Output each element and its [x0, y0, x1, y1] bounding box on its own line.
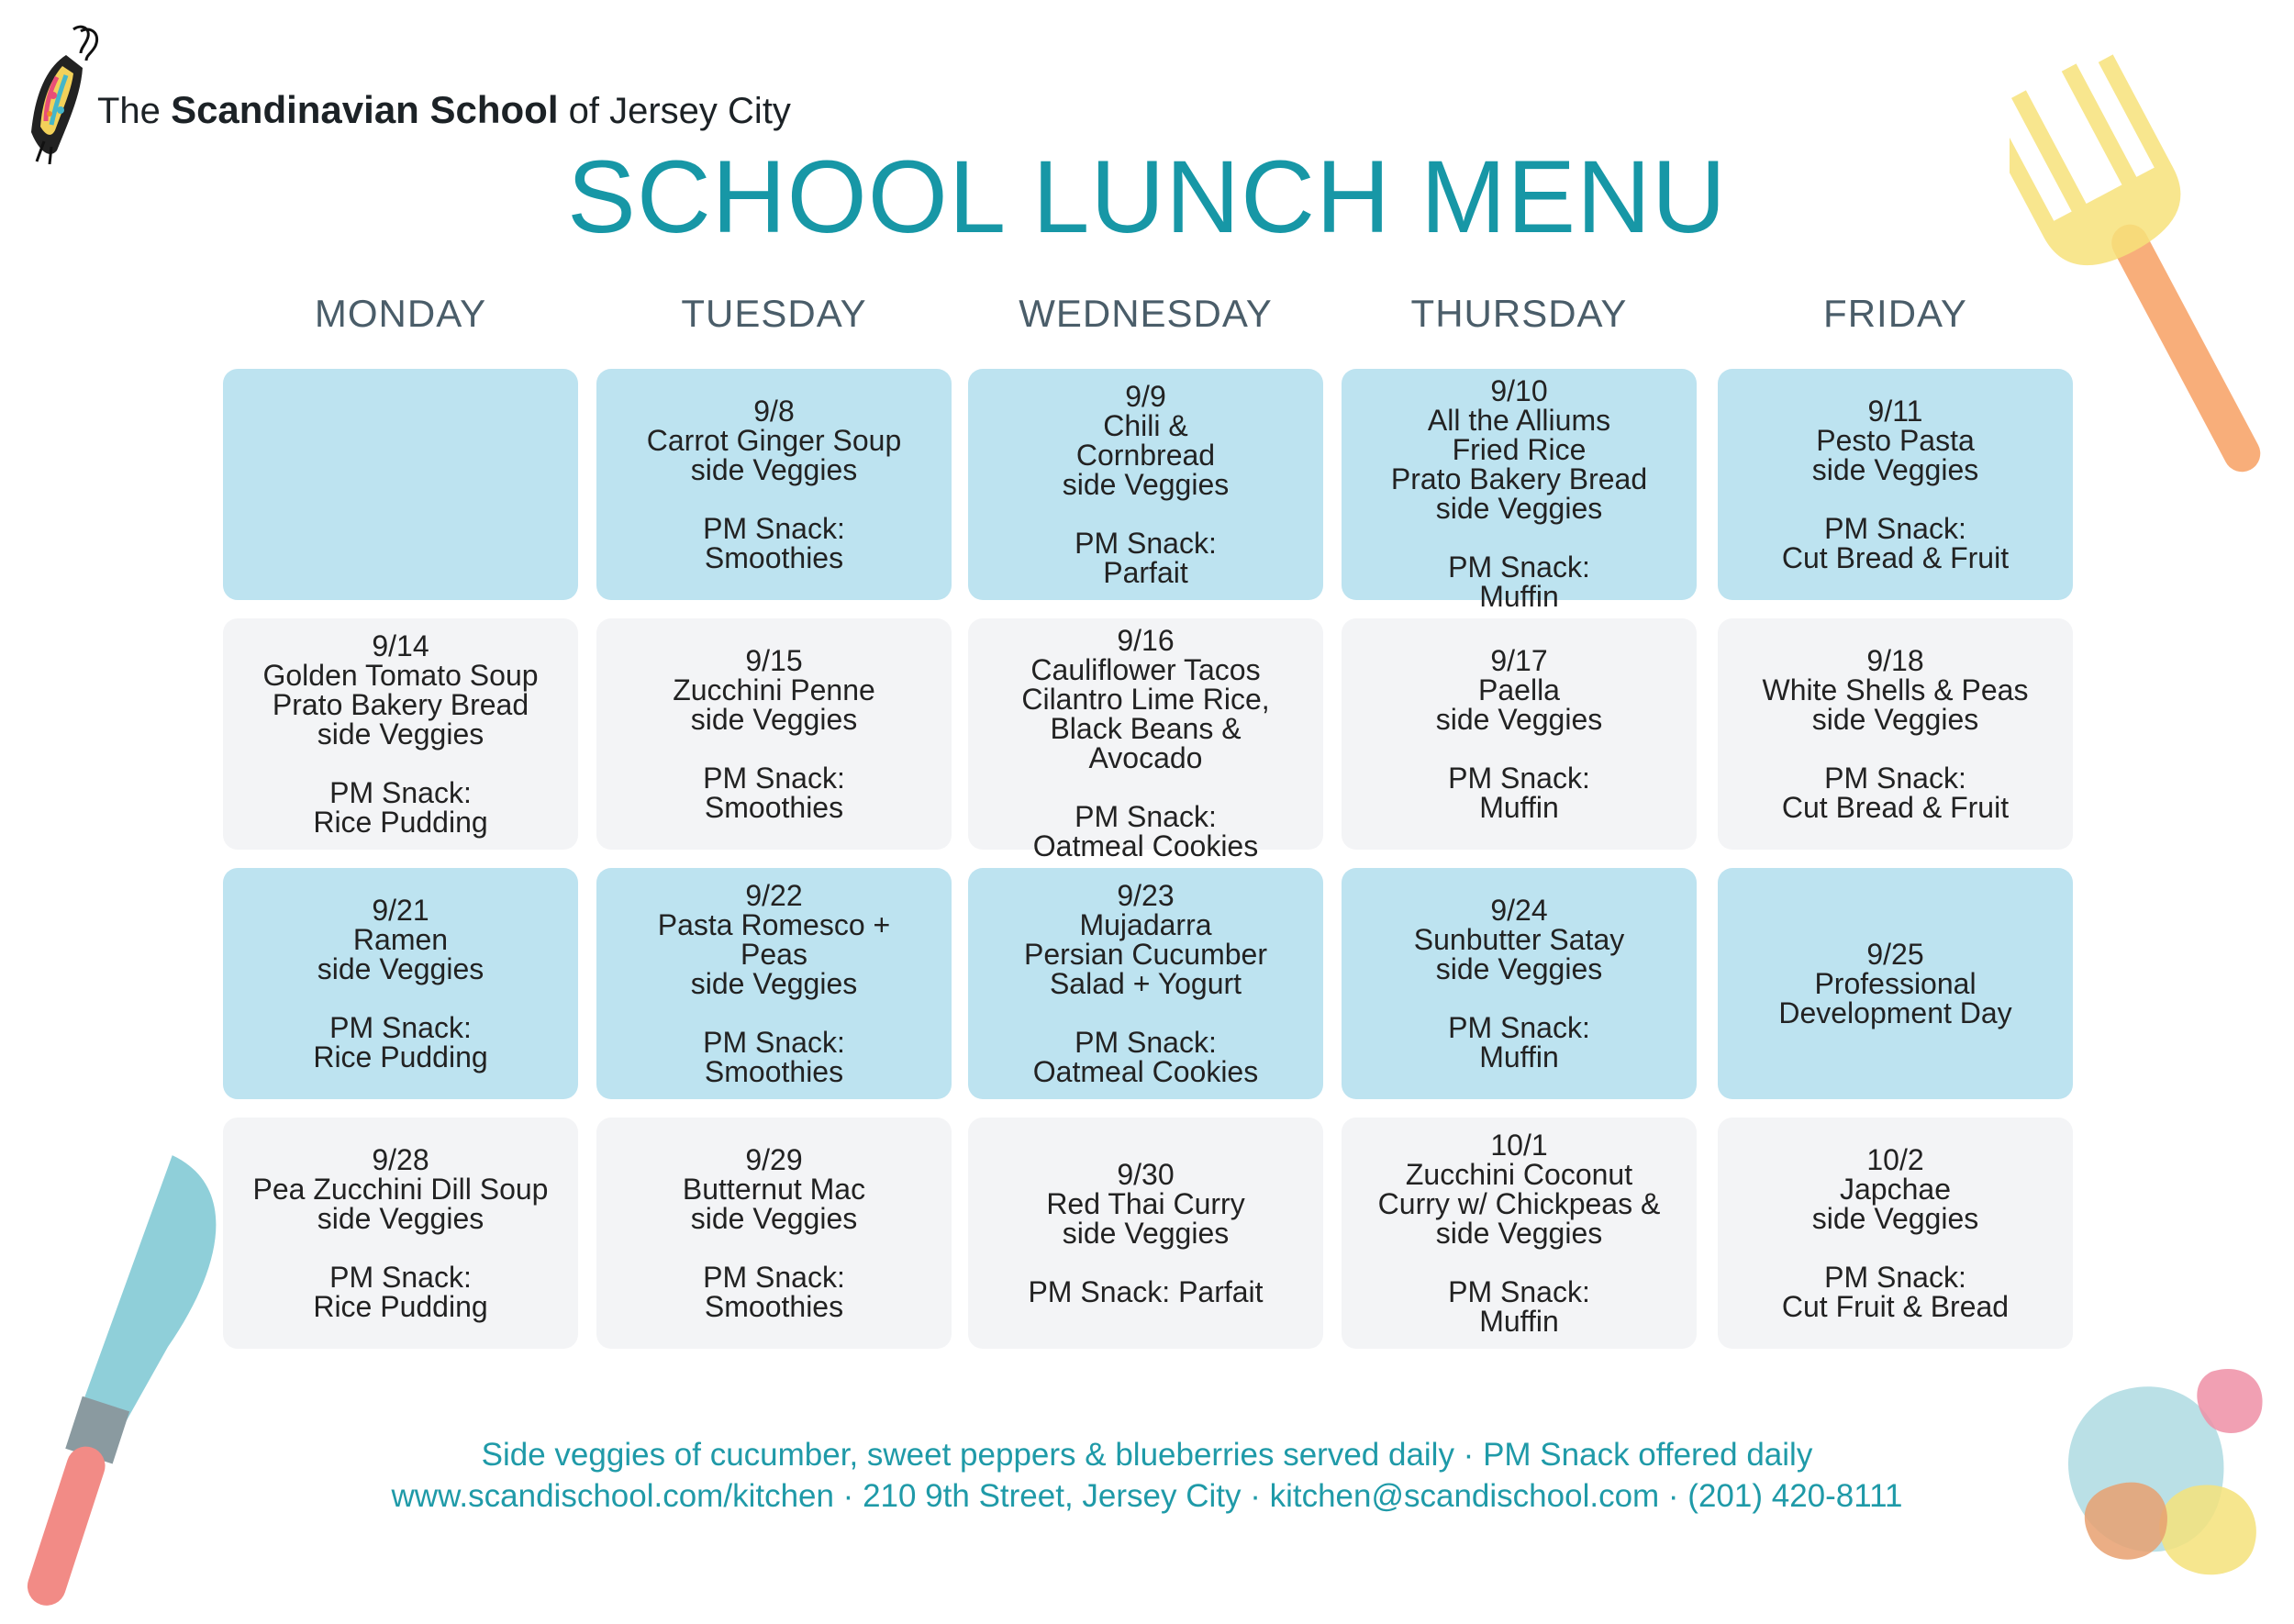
menu-cell [1718, 369, 2073, 600]
pm-snack-text: Oatmeal Cookies [1032, 829, 1259, 862]
menu-date: 9/15 [745, 644, 803, 677]
pm-snack-text: PM Snack: [703, 1026, 845, 1059]
menu-item: Curry w/ Chickpeas & [1377, 1187, 1661, 1220]
menu-cell [223, 369, 578, 600]
day-header-monday: MONDAY [314, 292, 487, 335]
day-header-thursday: THURSDAY [1410, 292, 1628, 335]
menu-item: Prato Bakery Bread [1390, 462, 1648, 495]
menu-item: Salad + Yogurt [1049, 967, 1242, 1000]
menu-date: 10/2 [1866, 1143, 1924, 1176]
pm-snack-text: PM Snack: [703, 512, 845, 545]
menu-item: Pea Zucchini Dill Soup [252, 1173, 549, 1206]
menu-item: side Veggies [1435, 952, 1603, 985]
menu-item: Zucchini Penne [673, 673, 875, 706]
spacer [1351, 1248, 1687, 1277]
menu-date: 9/21 [372, 894, 429, 927]
menu-item: White Shells & Peas [1762, 673, 2029, 706]
menu-date: 9/30 [1117, 1158, 1175, 1191]
pm-snack-text: Rice Pudding [313, 1040, 488, 1073]
pm-snack-text: Oatmeal Cookies [1032, 1055, 1259, 1088]
menu-cell [1342, 369, 1697, 613]
spacer [232, 984, 569, 1013]
menu-date: 9/18 [1866, 644, 1924, 677]
menu-item: Persian Cucumber [1024, 938, 1267, 971]
school-name [97, 88, 791, 132]
menu-date: 9/25 [1866, 938, 1924, 971]
day-header-friday: FRIDAY [1823, 292, 1967, 335]
spacer [1351, 984, 1687, 1013]
spacer [1727, 734, 2064, 763]
menu-date: 9/11 [1867, 395, 1923, 428]
spacer [977, 998, 1314, 1028]
spacer [232, 749, 569, 778]
menu-item: Cornbread [1075, 439, 1216, 472]
menu-item: Pasta Romesco + [657, 908, 891, 941]
pm-snack-text: Smoothies [704, 541, 844, 574]
menu-date: 9/22 [745, 879, 803, 912]
pm-snack-text: Smoothies [704, 1290, 844, 1323]
school-name-suffix: of Jersey City [568, 91, 791, 131]
menu-date: 9/17 [1490, 644, 1548, 677]
menu-item: Black Beans & [1050, 712, 1242, 745]
menu-item: side Veggies [1811, 1202, 1979, 1235]
menu-item: side Veggies [1062, 1217, 1230, 1250]
pm-snack-text: Muffin [1479, 1040, 1559, 1073]
menu-cell [596, 868, 952, 1099]
menu-item: Prato Bakery Bread [272, 688, 529, 721]
day-header-wednesday: WEDNESDAY [1019, 292, 1273, 335]
menu-date: 10/1 [1490, 1129, 1548, 1162]
pm-snack-text: PM Snack: [1448, 762, 1590, 795]
pm-snack-text: PM Snack: [1075, 800, 1217, 833]
menu-item: side Veggies [1435, 1217, 1603, 1250]
pm-snack-text: PM Snack: [1448, 1275, 1590, 1308]
pm-snack-text: Smoothies [704, 791, 844, 824]
menu-date: 9/14 [372, 629, 429, 662]
menu-date: 9/10 [1490, 374, 1548, 407]
menu-date: 9/8 [753, 395, 795, 428]
spacer [606, 484, 942, 514]
spacer [1351, 523, 1687, 552]
menu-cell [968, 1118, 1323, 1349]
pm-snack-text: PM Snack: [703, 762, 845, 795]
pm-snack-text: Muffin [1479, 580, 1559, 613]
spacer [977, 1248, 1314, 1277]
menu-date: 9/9 [1125, 380, 1166, 413]
menu-item: Fried Rice [1452, 433, 1587, 466]
menu-date: 9/28 [372, 1143, 429, 1176]
pm-snack-text: PM Snack: [329, 1261, 472, 1294]
menu-date: 9/16 [1117, 624, 1175, 657]
menu-cell [1718, 618, 2073, 850]
menu-date: 9/23 [1117, 879, 1175, 912]
menu-cell [1342, 618, 1697, 850]
menu-item: Red Thai Curry [1046, 1187, 1245, 1220]
menu-cell [968, 618, 1323, 862]
pm-snack-text: PM Snack: [1075, 527, 1217, 560]
menu-item: Cilantro Lime Rice, [1021, 683, 1270, 716]
menu-item: side Veggies [1435, 492, 1603, 525]
footer-note: Side veggies of cucumber, sweet peppers & blueberries served daily · PM Snack offered daily [481, 1437, 1813, 1473]
menu-item: side Veggies [1811, 703, 1979, 736]
menu-item: Avocado [1088, 741, 1203, 774]
menu-item: Carrot Ginger Soup [646, 424, 902, 457]
menu-item: side Veggies [317, 717, 484, 751]
pm-snack-text: Cut Bread & Fruit [1781, 791, 2010, 824]
spacer [1351, 734, 1687, 763]
pm-snack-text: Cut Fruit & Bread [1781, 1290, 2010, 1323]
knife-icon [0, 1129, 220, 1624]
menu-item: Professional [1814, 967, 1977, 1000]
day-header-tuesday: TUESDAY [681, 292, 867, 335]
menu-item: side Veggies [690, 967, 858, 1000]
pm-snack-text: Cut Bread & Fruit [1781, 541, 2010, 574]
menu-item: Development Day [1778, 996, 2012, 1029]
menu-item: Mujadarra [1079, 908, 1212, 941]
menu-item: Peas [741, 938, 807, 971]
menu-cell [596, 369, 952, 600]
menu-cell [1342, 868, 1697, 1099]
footer-contact: www.scandischool.com/kitchen · 210 9th Street, Jersey City · kitchen@scandischool.com · (201) 420-8111 [391, 1478, 1903, 1514]
pm-snack-text: Parfait [1103, 556, 1188, 589]
menu-item: Sunbutter Satay [1413, 923, 1625, 956]
menu-item: side Veggies [1435, 703, 1603, 736]
spacer [1727, 484, 2064, 514]
pm-snack-text: PM Snack: [1824, 512, 1966, 545]
menu-date: 9/24 [1490, 894, 1548, 927]
pm-snack-text: PM Snack: [1075, 1026, 1217, 1059]
spacer [232, 1233, 569, 1262]
pm-snack-text: PM Snack: [1824, 1261, 1966, 1294]
menu-item: side Veggies [690, 703, 858, 736]
menu-item: Golden Tomato Soup [262, 659, 539, 692]
menu-item: side Veggies [690, 453, 858, 486]
pm-snack-text: PM Snack: Parfait [1028, 1275, 1264, 1308]
pm-snack-text: Rice Pudding [313, 806, 488, 839]
menu-cell [223, 868, 578, 1099]
menu-cell [223, 618, 578, 850]
menu-item: Pesto Pasta [1816, 424, 1975, 457]
menu-item: Butternut Mac [682, 1173, 866, 1206]
menu-item: Chili & [1103, 409, 1188, 442]
pm-snack-text: PM Snack: [329, 1011, 472, 1044]
menu-cell [596, 618, 952, 850]
menu-cell [1718, 1118, 2073, 1349]
pm-snack-text: PM Snack: [1448, 1011, 1590, 1044]
school-name-prefix: The [97, 91, 161, 131]
spacer [606, 998, 942, 1028]
menu-item: Paella [1478, 673, 1560, 706]
page-title: SCHOOL LUNCH MENU [567, 139, 1727, 254]
pm-snack-text: Smoothies [704, 1055, 844, 1088]
menu-item: Zucchini Coconut [1405, 1158, 1633, 1191]
school-name-main: Scandinavian School [171, 88, 559, 131]
menu-cell [968, 868, 1323, 1099]
pm-snack-text: Rice Pudding [313, 1290, 488, 1323]
pm-snack-text: PM Snack: [703, 1261, 845, 1294]
spacer [977, 773, 1314, 802]
menu-date: 9/29 [745, 1143, 803, 1176]
spacer [606, 734, 942, 763]
pm-snack-text: Muffin [1479, 791, 1559, 824]
menu-item: side Veggies [690, 1202, 858, 1235]
menu-item: side Veggies [317, 1202, 484, 1235]
menu-cell [596, 1118, 952, 1349]
menu-item: Japchae [1840, 1173, 1951, 1206]
menu-item: side Veggies [1062, 468, 1230, 501]
menu-item: side Veggies [317, 952, 484, 985]
menu-cell [1718, 868, 2073, 1099]
menu-item: Cauliflower Tacos [1030, 653, 1261, 686]
menu-item: All the Alliums [1427, 404, 1611, 437]
menu-cell [223, 1118, 578, 1349]
menu-item: Ramen [352, 923, 449, 956]
pm-snack-text: PM Snack: [329, 776, 472, 809]
menu-cell [1342, 1118, 1697, 1349]
pm-snack-text: Muffin [1479, 1305, 1559, 1338]
menu-item: side Veggies [1811, 453, 1979, 486]
spacer [606, 1233, 942, 1262]
menu-cell [968, 369, 1323, 600]
pm-snack-text: PM Snack: [1448, 551, 1590, 584]
pm-snack-text: PM Snack: [1824, 762, 1966, 795]
spacer [977, 499, 1314, 528]
spacer [1727, 1233, 2064, 1262]
